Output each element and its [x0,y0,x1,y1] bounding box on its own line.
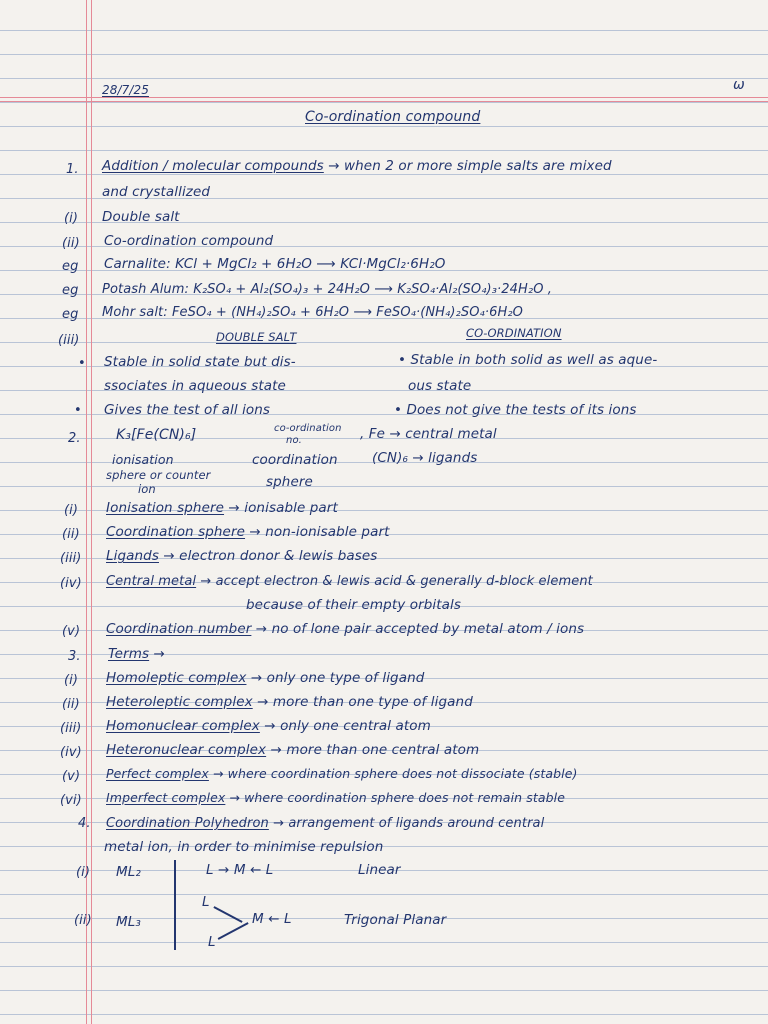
term-text: → arrangement of ligands around central [268,816,545,831]
page-number-mark: ω [733,77,745,93]
coordination-sphere-label: sphere [266,474,313,490]
page-title: Co-ordination compound [305,109,481,125]
ionisation-label: ionisation [112,452,174,467]
coord-number-note: co-ordination [274,423,342,434]
note-line: Double salt [102,209,180,225]
term-line: metal ion, in order to minimise repulsion [104,839,384,855]
term-line [106,744,479,758]
term-line [106,817,544,830]
geometry-shape: M ← L [252,911,292,927]
geometry-formula: ML₂ [116,864,141,880]
line-label: (i) [76,865,91,880]
line-label: (iii) [60,551,82,566]
line-label: eg [62,307,79,322]
page-date: 28/7/25 [102,83,149,97]
header-line [0,97,768,98]
note-line: Mohr salt: FeSO₄ + (NH₄)₂SO₄ + 6H₂O ⟶ FeSO₄·(NH₄)₂SO₄·6H₂O [102,305,523,320]
term-line [106,792,565,805]
definition-line [106,575,593,588]
double-salt-heading: DOUBLE SALT [216,330,297,344]
term-text: → more than one type of ligand [252,694,473,710]
line-label: eg [62,259,79,274]
line-label: (ii) [62,697,80,712]
line-label: (iv) [60,745,82,760]
note-text: → when 2 or more simple salts are mixed [323,158,612,174]
term-name: Homoleptic complex [106,670,247,686]
definition-line: because of their empty orbitals [246,597,461,613]
bracket-line [174,860,176,950]
definition-term: Coordination sphere [106,524,246,540]
note-line [102,160,612,174]
bond-arrow [218,922,249,939]
term-text: → where coordination sphere does not dissociate (stable) [208,766,578,781]
coordination-heading: CO-ORDINATION [466,326,562,340]
line-label: (vi) [60,793,82,808]
line-label: (iii) [58,333,80,348]
term-text: → only one central atom [259,718,431,734]
geometry-name: Trigonal Planar [344,912,447,928]
term-line [106,720,431,734]
central-metal-note: , Fe → central metal [360,426,497,442]
line-label: (i) [64,503,79,518]
term-name: Imperfect complex [106,790,226,805]
term-name: Heteroleptic complex [106,694,253,710]
terms-arrow: → [149,646,165,662]
term-line [106,696,473,710]
line-label: 4. [78,816,91,831]
ligands-note: (CN)₆ → ligands [372,450,478,466]
ionisation-label: sphere or counter [106,468,211,482]
geometry-formula: ML₃ [116,914,141,930]
note-line: Carnalite: KCl + MgCl₂ + 6H₂O ⟶ KCl·MgCl₂·6H₂O [104,256,446,272]
term-text: → where coordination sphere does not remain stable [225,790,566,805]
bond-arrow [214,906,243,922]
terms-heading [108,648,165,662]
line-label: 1. [66,162,79,177]
line-label: (i) [64,211,79,226]
header-line [0,101,768,102]
line-label: (i) [64,673,79,688]
compare-left: Gives the test of all ions [104,402,271,418]
line-label: 3. [68,649,81,664]
bullet: • [78,356,86,371]
term-name: Coordination Polyhedron [106,816,269,831]
term-line [106,672,424,686]
definition-term: Central metal [106,574,197,589]
note-line: Co-ordination compound [104,233,274,249]
compare-right: ous state [408,378,472,394]
line-label: (ii) [62,527,80,542]
geometry-shape: L [202,894,210,910]
definition-line [106,526,390,540]
term-name: Homonuclear complex [106,718,260,734]
line-label: (ii) [62,236,80,251]
line-label: (v) [62,769,81,784]
definition-line [106,623,584,637]
line-label: (ii) [74,913,92,928]
line-label: 2. [68,431,81,446]
definition-text: → ionisable part [224,500,338,516]
definition-text: → accept electron & lewis acid & generally d-block element [196,574,593,589]
geometry-name: Linear [358,862,401,878]
coordination-sphere-label: coordination [252,452,338,468]
definition-text: → no of lone pair accepted by metal atom / ions [251,621,585,637]
definition-line [106,502,338,516]
definition-term: Ligands [106,548,159,564]
geometry-shape: L [208,934,216,950]
compare-right: • Does not give the tests of its ions [394,402,637,418]
coord-number-note: no. [286,435,302,446]
definition-term: Ionisation sphere [106,500,225,516]
compare-right: • Stable in both solid as well as aque- [398,352,658,368]
line-label: (iv) [60,576,82,591]
line-label: eg [62,283,79,298]
term-text: → only one type of ligand [246,670,425,686]
term-line [106,768,578,781]
term-name: Perfect complex [106,766,209,781]
term-text: → more than one central atom [266,742,480,758]
complex-formula: K₃[Fe(CN)₆] [116,427,197,443]
term-name: Heteronuclear complex [106,742,267,758]
geometry-shape: L → M ← L [206,862,274,878]
definition-term: Coordination number [106,621,252,637]
margin-line [91,0,92,1024]
compare-left: Stable in solid state but dis- [104,354,296,370]
note-line: Potash Alum: K₂SO₄ + Al₂(SO₄)₃ + 24H₂O ⟶ K₂SO₄·Al₂(SO₄)₃·24H₂O , [102,282,552,297]
line-label: (iii) [60,721,82,736]
definition-line [106,550,377,564]
note-line: and crystallized [102,184,211,200]
compare-left: ssociates in aqueous state [104,378,286,394]
line-label: (v) [62,624,81,639]
definition-text: → non-ionisable part [245,524,390,540]
terms-term: Terms [108,646,150,662]
bullet: • [74,403,82,418]
definition-text: → electron donor & lewis bases [158,548,378,564]
note-term: Addition / molecular compounds [102,158,324,174]
ionisation-label: ion [138,482,156,496]
